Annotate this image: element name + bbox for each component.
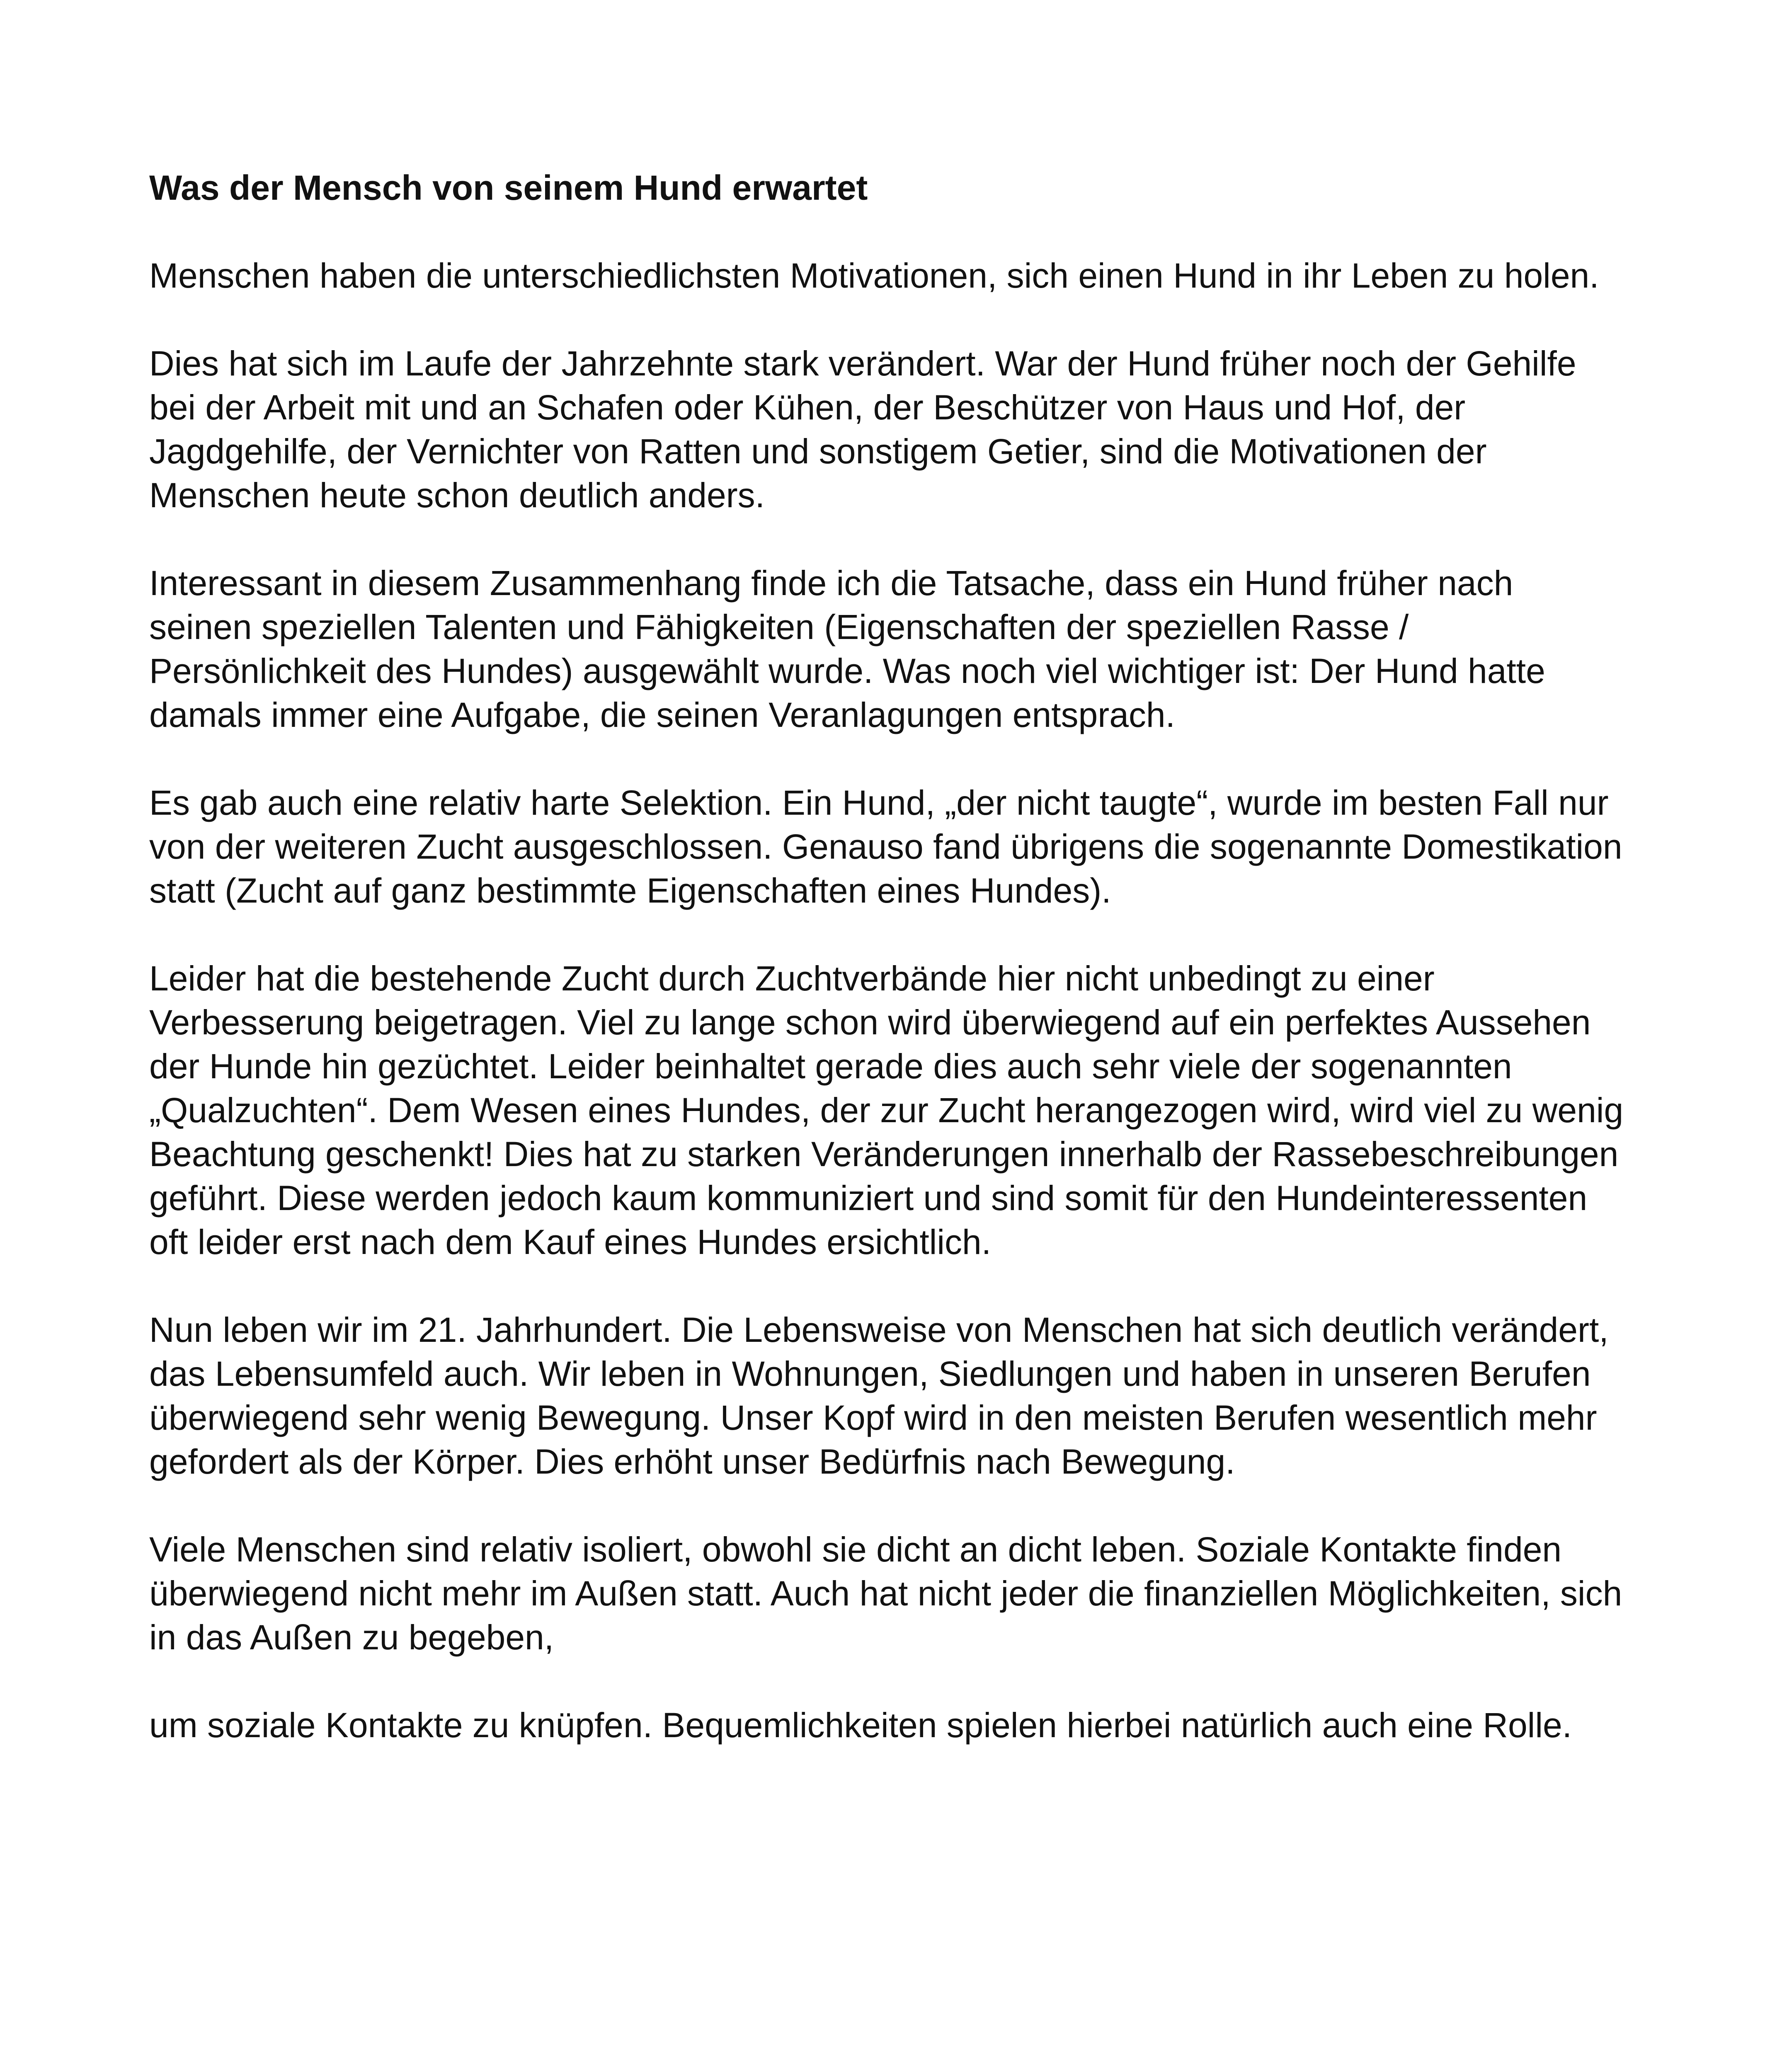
section-heading: Was der Mensch von seinem Hund erwartet: [149, 168, 868, 207]
paragraph: Nun leben wir im 21. Jahrhundert. Die Lebensweise von Menschen hat sich deutlich verändert, das Lebensumfeld auch. Wir leben in Wohnungen, Siedlungen und haben in unseren Berufen überwiegend sehr wenig Bewegung. Unser Kopf wird in den meisten Berufen wesentlich mehr gefordert als der Körper. Dies erhöht unser Bedürfnis nach Bewegung.: [149, 1310, 1609, 1481]
paragraph: Dies hat sich im Laufe der Jahrzehnte stark verändert. War der Hund früher noch der Gehilfe bei der Arbeit mit und an Schafen oder Kühen, der Beschützer von Haus und Hof, der Jagdgehilfe, der Vernichter von Ratten und sonstigem Getier, sind die Motivationen der Menschen heute schon deutlich anders.: [149, 344, 1576, 515]
paragraph: Menschen haben die unterschiedlichsten Motivationen, sich einen Hund in ihr Leben zu holen.: [149, 256, 1599, 295]
page-body: [149, 166, 1625, 1747]
paragraph: Viele Menschen sind relativ isoliert, obwohl sie dicht an dicht leben. Soziale Kontakte finden überwiegend nicht mehr im Außen statt. Auch hat nicht jeder die finanziellen Möglichkeiten, sich in das Außen zu begeben,: [149, 1530, 1622, 1657]
paragraph: Leider hat die bestehende Zucht durch Zuchtverbände hier nicht unbedingt zu einer Verbesserung beigetragen. Viel zu lange schon wird überwiegend auf ein perfektes Aussehen der Hunde hin gezüchtet. Leider beinhaltet gerade dies auch sehr viele der sogenannten „Qualzuchten“. Dem Wesen eines Hundes, der zur Zucht herangezogen wird, wird viel zu wenig Beachtung geschenkt! Dies hat zu starken Veränderungen innerhalb der Rassebeschreibungen geführt. Diese werden jedoch kaum kommuniziert und sind somit für den Hundeinteressenten oft leider erst nach dem Kauf eines Hundes ersichtlich.: [149, 959, 1624, 1261]
paragraph: um soziale Kontakte zu knüpfen. Bequemlichkeiten spielen hierbei natürlich auch eine Rolle.: [149, 1706, 1572, 1745]
paragraph: Es gab auch eine relativ harte Selektion. Ein Hund, „der nicht taugte“, wurde im besten Fall nur von der weiteren Zucht ausgeschlossen. Genauso fand übrigens die sogenannte Domestikation statt (Zucht auf ganz bestimmte Eigenschaften eines Hundes).: [149, 783, 1622, 910]
paragraph: Interessant in diesem Zusammenhang finde ich die Tatsache, dass ein Hund früher nach seinen speziellen Talenten und Fähigkeiten (Eigenschaften der speziellen Rasse / Persönlichkeit des Hundes) ausgewählt wurde. Was noch viel wichtiger ist: Der Hund hatte damals immer eine Aufgabe, die seinen Veranlagungen entsprach.: [149, 564, 1545, 734]
